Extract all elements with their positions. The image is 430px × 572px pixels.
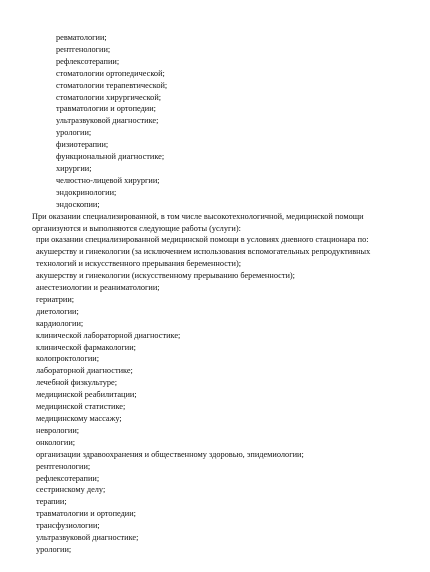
list-item: урологии;	[56, 128, 92, 138]
list-item: лечебной физкультуре;	[36, 378, 117, 388]
list-item: анестезиологии и реаниматологии;	[36, 283, 160, 293]
list-item: организации здравоохранения и общественному здоровью, эпидемиологии;	[36, 449, 304, 459]
list-item: трансфузиологии;	[36, 521, 100, 531]
list-item: травматологии и ортопедии;	[56, 104, 156, 114]
list-item: терапии;	[36, 497, 67, 507]
list-item: медицинскому массажу;	[36, 414, 122, 423]
list-item: клинической лабораторной диагностике;	[36, 330, 181, 340]
list-item: рефлексотерапии;	[36, 473, 100, 483]
list-item: стоматологии ортопедической;	[56, 68, 165, 78]
list-item: колопроктологии;	[36, 354, 100, 364]
list-item: ультразвуковой диагностике;	[36, 533, 139, 543]
list-item: акушерству и гинекологии (искусственному прерыванию беременности);	[36, 271, 295, 281]
list-item: хирургии;	[56, 163, 92, 173]
list-item: кардиологии;	[36, 318, 84, 328]
list-item: рентгенологии;	[56, 44, 111, 54]
list-item: диетологии;	[36, 306, 79, 316]
list-item: сестринскому делу;	[36, 485, 106, 495]
list-item: физиотерапии;	[56, 140, 109, 150]
list-item: ультразвуковой диагностике;	[56, 116, 159, 126]
list-item: рефлексотерапии;	[56, 56, 120, 66]
list-item: рентгенологии;	[36, 461, 91, 471]
services-list-part-2	[0, 270, 430, 556]
list-item: ревматологии;	[56, 33, 107, 42]
paragraph-day-hospital: при оказании специализированной медицинской помощи в условиях дневного стационара по:	[36, 235, 369, 245]
list-item: лабораторной диагностике;	[36, 366, 133, 376]
paragraph-obgyn-exclusion: акушерству и гинекологии (за исключением использования вспомогательных репродуктивных технологий и искусственного прерывания беременности);	[36, 247, 371, 269]
list-item: медицинской статистике;	[36, 402, 126, 412]
paragraph-specialized-care: При оказании специализированной, в том числе высокотехнологичной, медицинской помощи организуются и выполняются следующие работы (услуги):	[32, 211, 364, 233]
list-item: стоматологии хирургической;	[56, 92, 162, 102]
list-item: эндоскопии;	[56, 199, 100, 209]
list-item: эндокринологии;	[56, 187, 117, 197]
services-list-part-1	[0, 32, 430, 211]
list-item: клинической фармакологии;	[36, 342, 136, 352]
list-item: гериатрии;	[36, 294, 75, 304]
list-item: урологии;	[36, 544, 72, 554]
list-item: медицинской реабилитации;	[36, 390, 137, 400]
list-item: травматологии и ортопедии;	[36, 509, 136, 519]
list-item: стоматологии терапевтической;	[56, 80, 168, 90]
list-item: функциональной диагностике;	[56, 152, 165, 162]
list-item: челюстно-лицевой хирургии;	[56, 175, 160, 185]
list-item: онкологии;	[36, 437, 76, 447]
list-item: неврологии;	[36, 425, 80, 435]
